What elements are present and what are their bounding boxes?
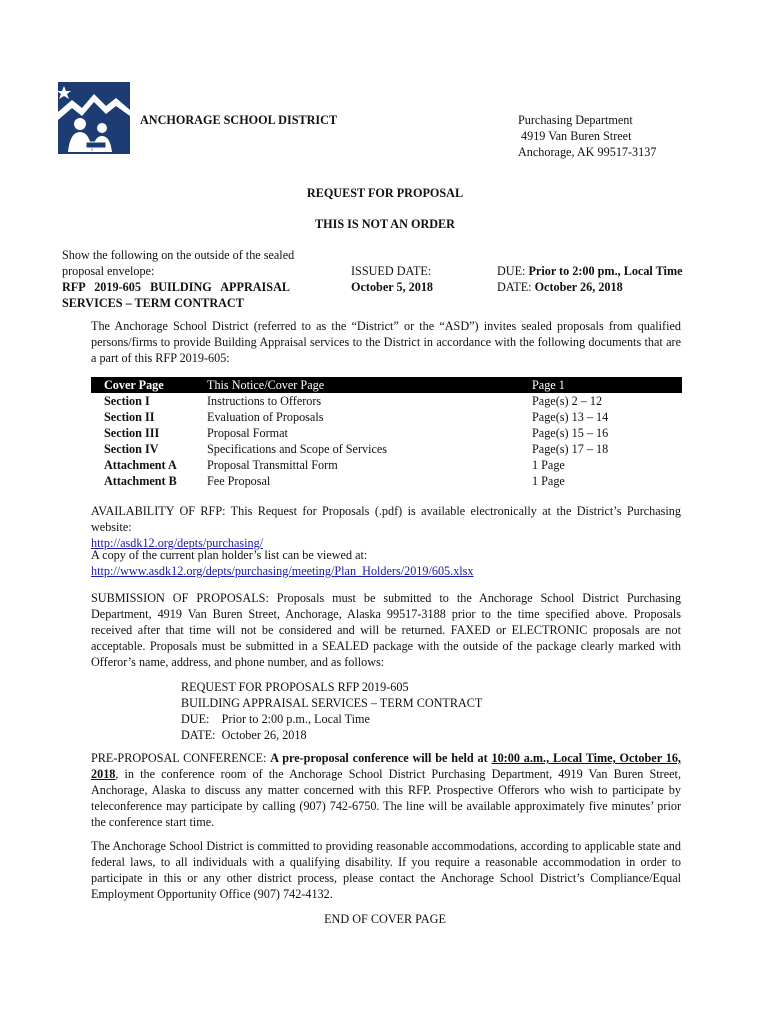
preproposal-paragraph — [91, 750, 681, 830]
envelope-line: proposal envelope: — [62, 264, 155, 278]
purchasing-link[interactable]: http://asdk12.org/depts/purchasing/ — [91, 536, 264, 550]
preproposal-bold: A pre-proposal conference will be held at — [270, 751, 492, 765]
document-cell: Instructions to Offerors — [207, 394, 322, 408]
table-row — [91, 441, 682, 457]
table-row — [91, 457, 682, 473]
preproposal-rest: , in the conference room of the Anchorage School District Purchasing Department, 4919 Van Buren Street, Anchorage, Alaska to discuss any matter concerned with this RFP. Prospective Offerors who wish to participate by teleconference may participate by calling (907) 742-6750. The line will be available approximately five minutes’ prior the conference start time. — [91, 767, 681, 829]
rfp-title: REQUEST FOR PROPOSAL — [306, 186, 464, 200]
table-row — [91, 425, 682, 441]
section-cell: Section II — [104, 410, 155, 424]
section-cell: Section IV — [104, 442, 159, 456]
pages-cell: 1 Page — [532, 458, 565, 472]
document-cell: Evaluation of Proposals — [207, 410, 324, 424]
pages-cell: Page(s) 17 – 18 — [532, 442, 609, 456]
due-date: October 26, 2018 — [534, 280, 623, 294]
table-row — [91, 473, 682, 489]
package-line: DATE: October 26, 2018 — [181, 728, 307, 742]
dept-line: Anchorage, AK 99517-3137 — [518, 145, 657, 159]
not-order-title: THIS IS NOT AN ORDER — [315, 217, 455, 231]
asd-logo — [58, 82, 130, 154]
section-cell: Section III — [104, 426, 160, 440]
table-row — [91, 393, 682, 409]
document-cell: This Notice/Cover Page — [207, 377, 532, 393]
issued-date: October 5, 2018 — [351, 280, 434, 294]
availability-text: AVAILABILITY OF RFP: This Request for Proposals (.pdf) is available electronically at the District’s Purchasing website: — [91, 504, 681, 534]
document-cell: Proposal Format — [207, 426, 288, 440]
package-line: BUILDING APPRAISAL SERVICES – TERM CONTRACT — [181, 696, 483, 710]
plan-holders-paragraph — [91, 547, 681, 579]
dept-line: 4919 Van Buren Street — [521, 129, 632, 143]
preproposal-label: PRE-PROPOSAL CONFERENCE: — [91, 751, 271, 765]
due-date-line — [497, 279, 623, 295]
due-label: DUE: — [497, 264, 529, 278]
accommodations-paragraph: The Anchorage School District is committed to providing reasonable accommodations, according to applicable state and federal laws, to all individuals with a qualifying disability. If you require a reasonable accommodation in order to participate in this or any other district process, please contact the Anchorage School District’s Compliance/Equal Employment Opportunity Office (907) 742-4132. — [91, 839, 681, 901]
pages-cell: Page(s) 2 – 12 — [532, 394, 603, 408]
due-line — [497, 263, 683, 279]
due-date-label: DATE: — [497, 280, 535, 294]
pages-cell: Page 1 — [532, 377, 682, 393]
availability-paragraph — [91, 503, 681, 551]
pages-cell: Page(s) 15 – 16 — [532, 426, 609, 440]
section-cell: Attachment B — [104, 474, 177, 488]
section-cell: Section I — [104, 394, 150, 408]
section-cell: Attachment A — [104, 458, 177, 472]
pages-cell: Page(s) 13 – 14 — [532, 410, 609, 424]
table-row — [91, 409, 682, 425]
envelope-line: Show the following on the outside of the sealed — [62, 248, 295, 262]
section-cell: Cover Page — [91, 377, 207, 393]
document-table — [91, 377, 682, 489]
envelope-rfp-line: SERVICES – TERM CONTRACT — [62, 296, 244, 310]
table-row — [91, 377, 682, 393]
dept-line: Purchasing Department — [518, 113, 633, 127]
submission-paragraph: SUBMISSION OF PROPOSALS: Proposals must be submitted to the Anchorage School District Purchasing Department, 4919 Van Buren Street, Anchorage, Alaska 99517-3188 prior to the time specified above. Proposals received after that time will not be considered and will be returned. FAXED or ELECTRONIC proposals are not acceptable. Proposals must be submitted in a SEALED package with the outside of the package clearly marked with Offeror’s name, address, and phone number, and as follows: — [91, 591, 681, 669]
envelope-rfp-line: RFP 2019-605 BUILDING APPRAISAL — [62, 280, 290, 294]
preproposal-datetime: 10:00 a.m., Local Time, October 16, 2018 — [91, 751, 681, 781]
plan-holders-text: A copy of the current plan holder’s list can be viewed at: — [91, 548, 368, 562]
intro-paragraph: The Anchorage School District (referred to as the “District” or the “ASD”) invites sealed proposals from qualified persons/firms to provide Building Appraisal services to the District in accordance with the following documents that are a part of this RFP 2019-605: — [91, 319, 681, 365]
document-cell: Proposal Transmittal Form — [207, 458, 338, 472]
due-time: Prior to 2:00 pm., Local Time — [528, 264, 683, 278]
package-line: DUE: Prior to 2:00 p.m., Local Time — [181, 712, 370, 726]
document-cell: Fee Proposal — [207, 474, 271, 488]
issued-label: ISSUED DATE: — [351, 264, 432, 278]
end-of-cover-page: END OF COVER PAGE — [324, 912, 446, 926]
pages-cell: 1 Page — [532, 474, 565, 488]
package-line: REQUEST FOR PROPOSALS RFP 2019-605 — [181, 680, 409, 694]
district-name: ANCHORAGE SCHOOL DISTRICT — [140, 113, 338, 127]
document-cell: Specifications and Scope of Services — [207, 442, 388, 456]
plan-holders-link[interactable]: http://www.asdk12.org/depts/purchasing/meeting/Plan_Holders/2019/605.xlsx — [91, 564, 474, 578]
